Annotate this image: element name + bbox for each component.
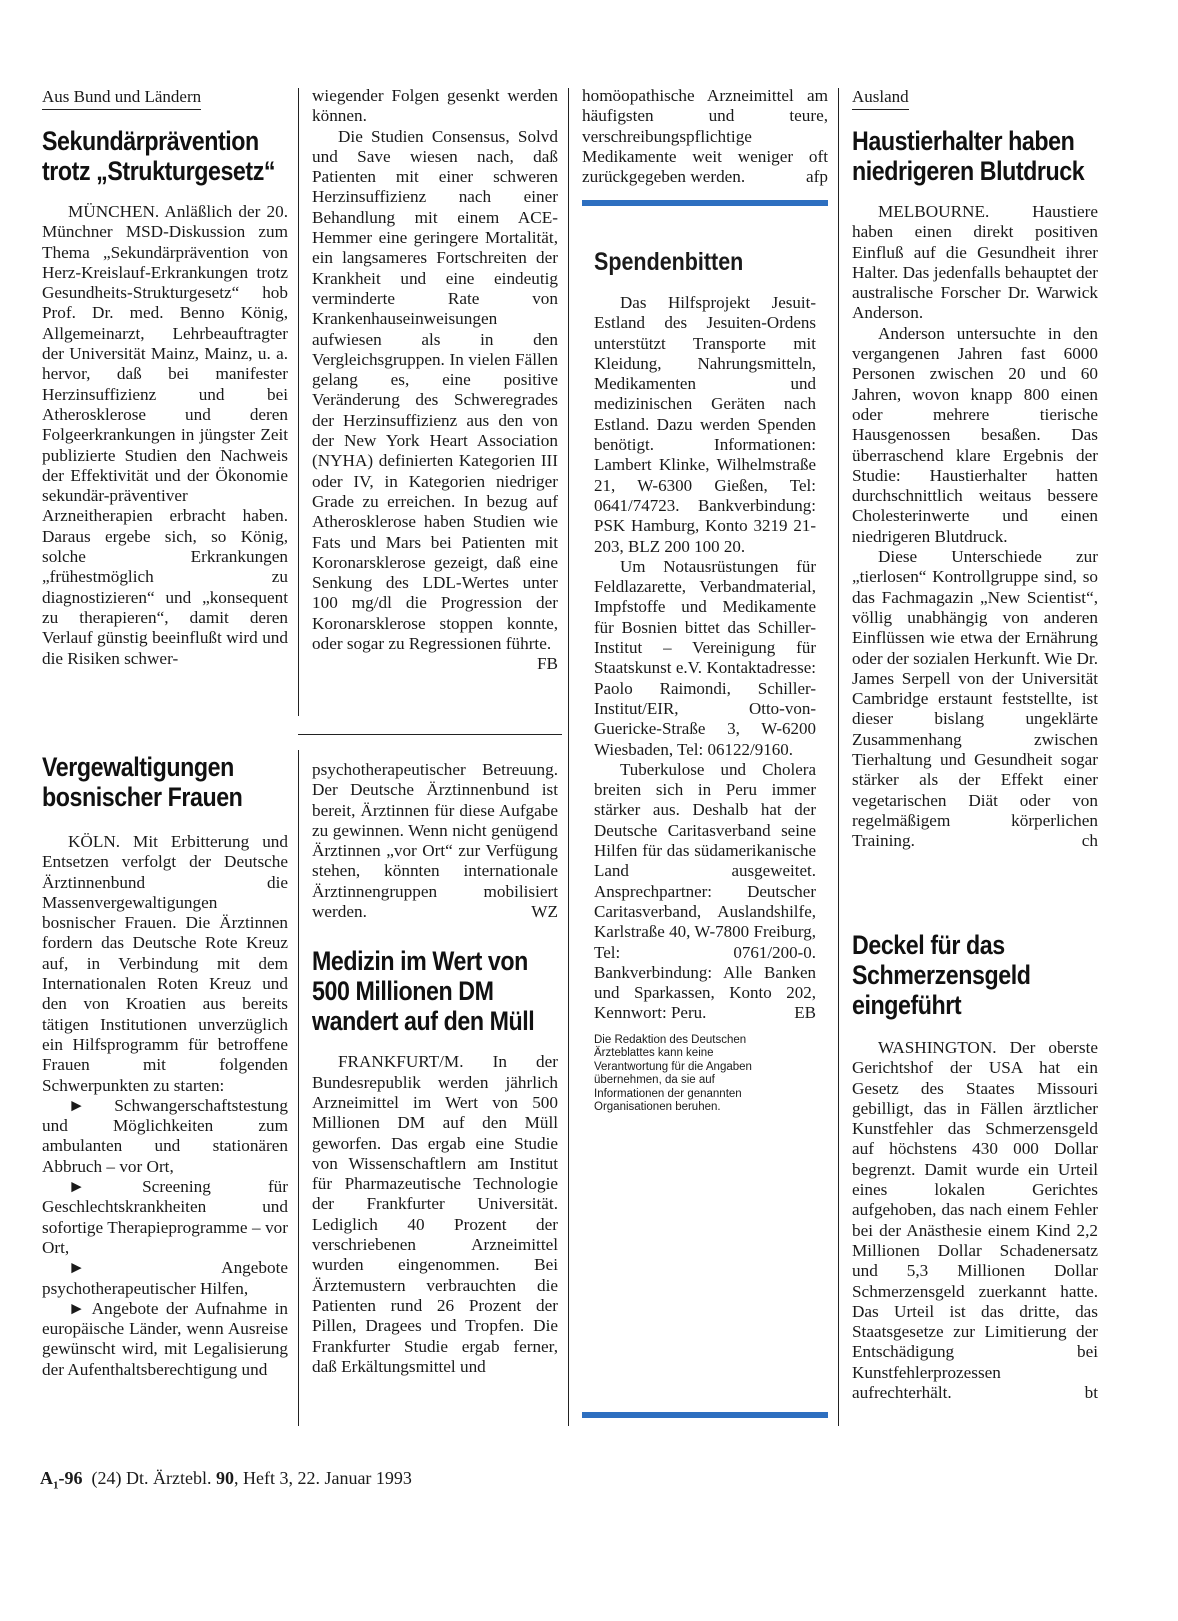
column-divider [838, 88, 839, 1426]
article-body: MÜNCHEN. Anläßlich der 20. Münchner MSD-Diskussion zum Thema „Sekundärprävention von Herz-Kreislauf-Erkrankungen trotz Gesundheits-Strukturgesetz“ hob Prof. Dr. med. Benno König, Allgemeinarzt, Lehrbeauftragter der Universität Mainz, Mainz, u. a. hervor, daß bei manifester Herzinsuffizienz und bei Atherosklerose und deren Folgeerkrankungen in jüngster Zeit publizierte Studien den Nachweis der Effektivität und der Ökonomie sekundär-präventiver Arzneitherapien erbracht haben. Daraus ergebe sich, so König, solche Erkrankungen „frühestmöglich zu diagnostizieren“ und „konsequent zu therapieren“, damit deren Verlauf günstig beeinflußt wird und die Risiken schwer- [42, 202, 288, 668]
article-headline: Deckel für das Schmerzensgeld eingeführt [852, 930, 1031, 1020]
box-top-bar [582, 200, 828, 206]
column-divider [298, 750, 299, 1426]
article-headline: Medizin im Wert von 500 Millionen DM wandert auf den Müll [312, 946, 535, 1037]
section-kicker: Ausland [852, 86, 909, 110]
article-headline: Vergewaltigungen bosnischer Frauen [42, 752, 243, 812]
column-divider [298, 88, 299, 716]
article-continuation: wiegender Folgen gesenkt werden können. Die Studien Consensus, Solvd und Save wiesen nach, daß Patienten mit einer schweren Herzinsuffizienz nach einer Behandlung mit einem ACE-Hemmer eine geringere Mortalität, ein langsameres Fortschreiten der Krankheit und eine eindeutig verminderte Rate von Krankenhauseinweisungen aufwiesen als in den Vergleichsgruppen. In vielen Fällen gelang es, eine positive Veränderung des Schweregrades der Herzinsuffizienz aus den von der New York Heart Association (NYHA) definierten Kategorien III oder IV, in Kategorien niedriger Grade zu erreichen. In bezug auf Atherosklerose haben Studien wie Fats und Mars bei Patienten mit Koronarsklerose gezeigt, daß eine Senkung des LDL-Wertes unter 100 mg/dl die Progression der Koronarsklerose stoppen konnte, oder sogar zu Regressionen führte. FB [312, 86, 558, 674]
article-body: KÖLN. Mit Erbitterung und Entsetzen verfolgt der Deutsche Ärztinnenbund die Massenvergewaltigungen bosnischer Frauen. Die Ärztinnen fordern das Deutsche Rote Kreuz auf, in Verbindung mit dem Internationalen Roten Kreuz und den von Kroatien aus bereits tätigen Institutionen unverzüglich ein Hilfsprogramm für betroffene Frauen mit folgenden Schwerpunkten zu starten: ► Schwangerschaftstestung und Möglichkeiten zum ambulanten und stationären Abbruch – vor Ort, ► Screening für Geschlechtskrankheiten und sofortige Therapieprogramme – vor Ort, ► Angebote psychotherapeutischer Hilfen, ► Angebote der Aufnahme in europäische Länder, wenn Ausreise gewünscht wird, mit Legalisierung der Aufenthaltsberechtigung und [42, 832, 288, 1379]
author-signature: WZ [531, 902, 558, 922]
section-kicker: Aus Bund und Ländern [42, 86, 201, 110]
list-item: ► Screening für Geschlechtskrankheiten und sofortige Therapieprogramme – vor Ort, [42, 1177, 288, 1257]
column-divider [568, 88, 569, 1426]
article-body: WASHINGTON. Der oberste Gerichtshof der USA hat ein Gesetz des Staates Missouri gebilligt, das in Fällen ärztlicher Kunstfehler das Schmerzensgeld auf höchstens 430 000 Dollar begrenzt. Damit wurde ein Urteil eines lokalen Gerichtes aufgehoben, das nach einem Fehler bei der Anästhesie einem Kind 2,2 Millionen Dollar Schadenersatz und 5,3 Millionen Dollar Schmerzensgeld zuerkannt hatte. Das Urteil ist das dritte, das Staatsgesetze zur Limitierung der Entschädigung bei Kunstfehlerprozessen aufrechterhält. bt [852, 1038, 1098, 1403]
donation-box [594, 248, 816, 1115]
box-title: Spendenbitten [594, 248, 744, 276]
article-body: MELBOURNE. Haustiere haben einen direkt positiven Einfluß auf die Gesundheit ihrer Halter. Das jedenfalls behauptet der australische Forscher Dr. Warwick Anderson. Anderson untersuchte in den vergangenen Jahren fast 6000 Personen zwischen 20 und 60 Jahren, wovon knapp 800 einen oder mehrere tierische Hausgenossen besaßen. Das überraschend klare Ergebnis der Studie: Haustierhalter hatten durchschnittlich weitaus bessere Cholesterinwerte und einen niedrigeren Blutdruck. Diese Unterschiede zur „tierlosen“ Kontrollgruppe sind, so das Fachmagazin „New Scientist“, völlig unabhängig von anderen Einflüssen wie etwa der Ernährung oder der sozialen Herkunft. Wie Dr. James Serpell von der Universität Cambridge erstaunt feststellte, ist dieser bislang ungeklärte Zusammenhang zwischen Tierhaltung und Gesundheit sogar stärker als der Effekt einer vegetarischen Diät oder von regelmäßigem körperlichen Training. ch [852, 202, 1098, 851]
article-headline: Haustierhalter haben niedrigeren Blutdruck [852, 126, 1085, 186]
box-body: Das Hilfsprojekt Jesuit-Estland des Jesuiten-Ordens unterstützt Transporte mit Kleidung, Nahrungsmitteln, Medikamenten und medizinischen Geräten nach Estland. Dazu werden Spenden benötigt. Informationen: Lambert Klinke, Wilhelmstraße 21, W-6300 Gießen, Tel: 0641/74723. Bankverbindung: PSK Hamburg, Konto 3219 21-203, BLZ 200 100 20. Um Notausrüstungen für Feldlazarette, Verbandmaterial, Impfstoffe und Medikamente für Bosnien bittet das Schiller-Institut – Vereinigung für Staatskunst e.V. Kontaktadresse: Paolo Raimondi, Schiller-Institut/EIR, Otto-von-Guericke-Straße 3, W-6200 Wiesbaden, Tel: 06122/9160. Tuberkulose und Cholera breiten sich in Peru immer stärker aus. Deshalb hat der Deutsche Caritasverband seine Hilfen für das südamerikanische Land ausgeweitet. Ansprechpartner: Deutscher Caritasverband, Auslandshilfe, Karlstraße 40, W-7800 Freiburg, Tel: 0761/200-0. Bankverbindung: Alle Banken und Sparkassen, Konto 202, Kennwort: Peru. EB [594, 293, 816, 1023]
article-continuation: psychotherapeutischer Betreuung. Der Deutsche Ärztinnenbund ist bereit, Ärztinnen für diese Aufgabe zu gewinnen. Wenn nicht genügend Ärztinnen „vor Ort“ zur Verfügung stehen, könnten internationale Ärztinnengruppen mobilisiert werden. WZ [312, 760, 558, 922]
column-3 [582, 86, 828, 187]
author-signature: afp [806, 167, 828, 187]
page-number: $A_1-96$ [40, 1468, 83, 1492]
column-4-lower [852, 930, 1098, 1403]
author-signature: EB [794, 1003, 816, 1023]
list-item: ► Angebote psychotherapeutischer Hilfen, [42, 1258, 288, 1298]
column-4 [852, 86, 1098, 852]
author-signature: ch [1081, 831, 1098, 851]
column-1-lower [42, 752, 288, 1380]
article-continuation: homöopathische Arzneimittel am häufigsten und teure, verschreibungspflichtige Medikamente weit weniger oft zurückgegeben werden. afp [582, 86, 828, 187]
issue-info: (24) Dt. Ärztebl. [91, 1468, 212, 1488]
volume-number: 90 [215, 1468, 234, 1488]
list-item: ► Schwangerschaftstestung und Möglichkeiten zum ambulanten und stationären Abbruch – vor Ort, [42, 1095, 288, 1176]
issue-date: , Heft 3, 22. Januar 1993 [233, 1468, 412, 1488]
article-headline: Sekundärprävention trotz „Strukturgesetz“ [42, 126, 276, 186]
column-1 [42, 86, 288, 669]
page-footer [40, 1468, 412, 1492]
box-bottom-bar [582, 1412, 828, 1418]
column-2 [312, 86, 558, 675]
editorial-disclaimer: Die Redaktion des Deutschen Ärzteblattes kann keine Verantwortung für die Angaben übernehmen, da sie auf Informationen der genannten Organisationen beruhen. [594, 1033, 752, 1114]
list-item: ► Angebote der Aufnahme in europäische Länder, wenn Ausreise gewünscht wird, mit Legalisierung der Aufenthaltsberechtigung und [42, 1298, 288, 1379]
article-body: FRANKFURT/M. In der Bundesrepublik werden jährlich Arzneimittel im Wert von 500 Millionen DM auf den Müll geworfen. Das ergab eine Studie von Wissenschaftlern am Institut für Pharmazeutische Technologie der Frankfurter Universität. Lediglich 40 Prozent der verschriebenen Arzneimittel wurden eingenommen. Bei Ärztemustern verbrauchten die Patienten rund 26 Prozent der Pillen, Dragees und Tropfen. Die Frankfurter Studie ergab ferner, daß Erkältungsmittel und [312, 1052, 558, 1376]
article-divider [298, 734, 562, 735]
column-2-lower [312, 760, 558, 1377]
author-signature: bt [1084, 1383, 1098, 1403]
author-signature: FB [536, 654, 558, 674]
